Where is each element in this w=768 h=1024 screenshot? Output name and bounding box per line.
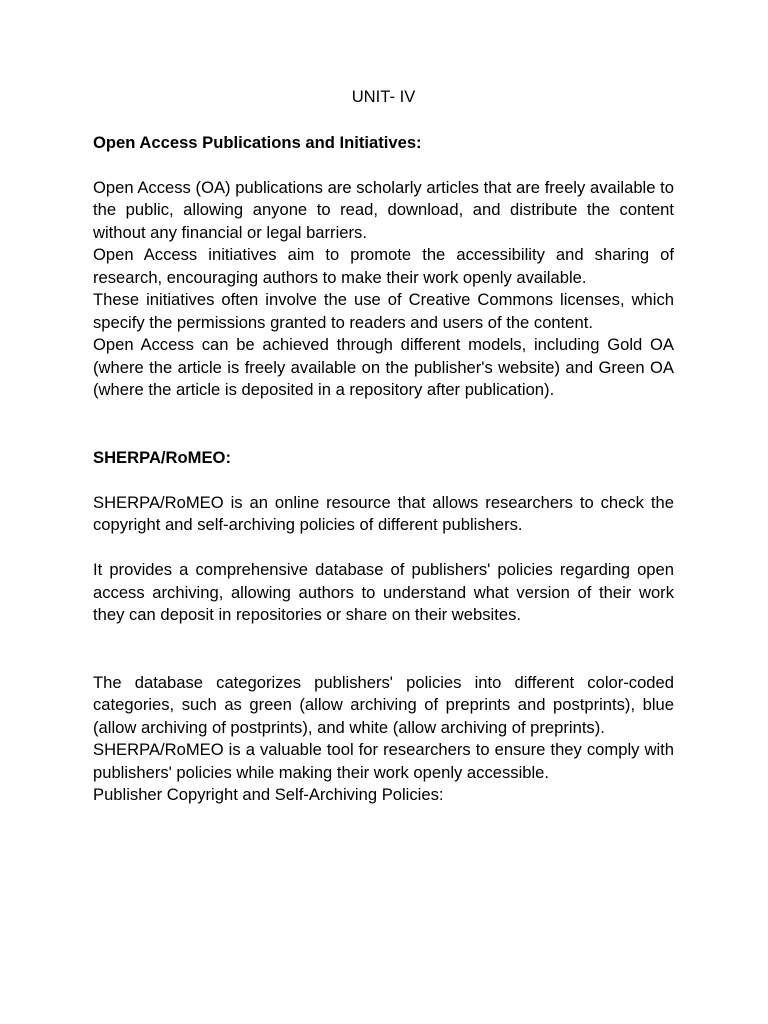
paragraph-sherpa-tool: SHERPA/RoMEO is a valuable tool for researchers to ensure they comply with publishers' policies while making their work openly accessible. — [93, 740, 674, 782]
paragraph-creative-commons: These initiatives often involve the use of Creative Commons licenses, which specify the permissions granted to readers and users of the content. — [93, 290, 674, 332]
spacer — [93, 154, 674, 177]
section-heading-open-access: Open Access Publications and Initiatives: — [93, 132, 422, 152]
paragraph-sherpa-categories: The database categorizes publishers' policies into different color-coded categories, such as green (allow archiving of preprints and postprints), blue (allow archiving of postprints), and white (allow archiving of preprints). — [93, 672, 674, 737]
paragraph-oa-models: Open Access can be achieved through different models, including Gold OA (where the article is freely available on the publisher's website) and Green OA (where the article is deposited in a repository after publication). — [93, 335, 674, 399]
paragraph-oa-initiatives: Open Access initiatives aim to promote the accessibility and sharing of research, encouraging authors to make their work openly available. — [93, 245, 674, 287]
paragraph-publisher-policies: Publisher Copyright and Self-Archiving Policies: — [93, 785, 444, 804]
document-page — [93, 86, 674, 807]
paragraph-sherpa-database: It provides a comprehensive database of publishers' policies regarding open access archiving, allowing authors to understand what version of their work they can deposit in repositories or share on their websites. — [93, 560, 674, 624]
spacer — [93, 469, 674, 492]
section-heading-sherpa-romeo: SHERPA/RoMEO: — [93, 447, 231, 467]
paragraph-oa-definition: Open Access (OA) publications are scholarly articles that are freely available to the public, allowing anyone to read, download, and distribute the content without any financial or legal barriers. — [93, 177, 674, 242]
paragraph-sherpa-intro: SHERPA/RoMEO is an online resource that allows researchers to check the copyright and self-archiving policies of different publishers. — [93, 492, 674, 534]
spacer — [93, 402, 674, 447]
spacer — [93, 537, 674, 560]
spacer — [93, 627, 674, 672]
unit-title: UNIT- IV — [351, 87, 416, 106]
